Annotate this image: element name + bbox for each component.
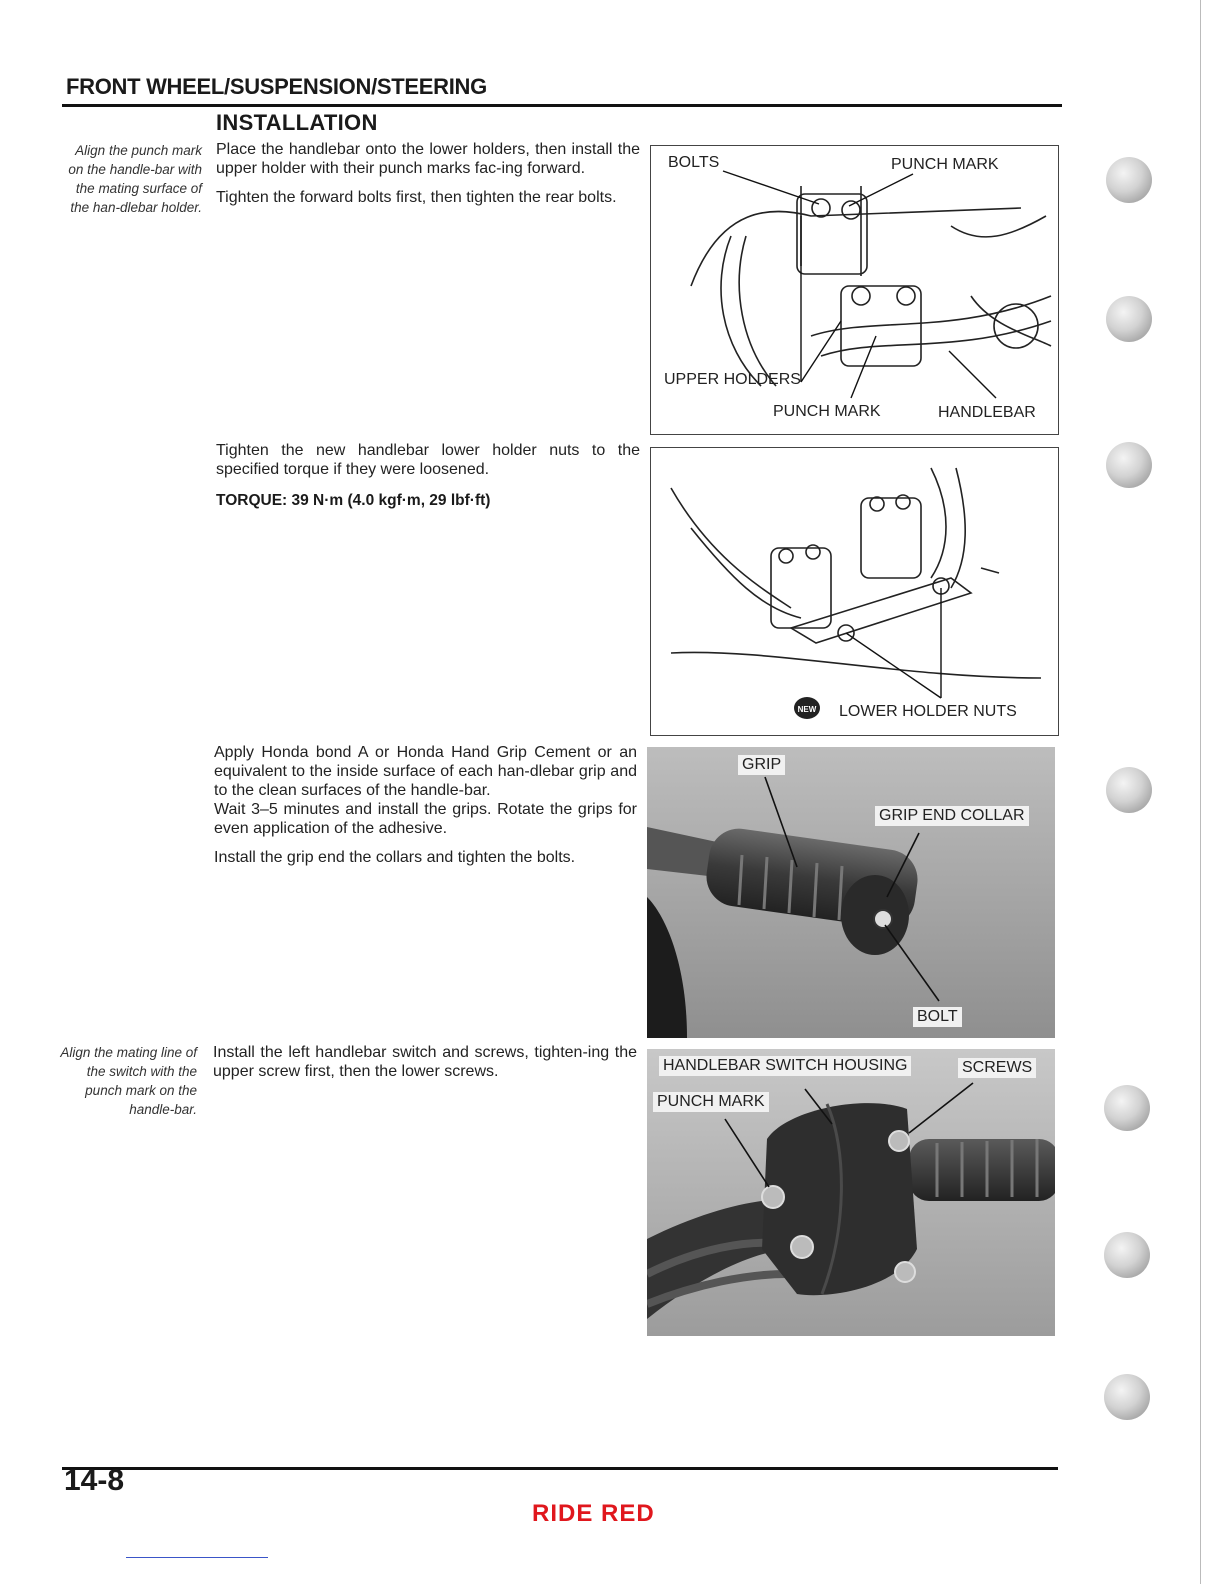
holders-drawing: [651, 146, 1059, 435]
step-apply-bond: Apply Honda bond A or Honda Hand Grip Cement or an equivalent to the inside surface of each han-dlebar grip and to the clean surfaces of the handle-bar.: [214, 744, 637, 799]
binder-hole: [1106, 296, 1152, 342]
step-grips: [214, 743, 637, 877]
section-title: FRONT WHEEL/SUSPENSION/STEERING: [66, 74, 487, 99]
figure-handlebar-holders: [650, 145, 1059, 435]
label-punch-mark-top: PUNCH MARK: [891, 156, 999, 173]
lower-nuts-drawing: [651, 448, 1059, 736]
label-handlebar: HANDLEBAR: [938, 404, 1036, 421]
step-tighten-forward: Tighten the forward bolts first, then tighten the rear bolts.: [216, 189, 617, 206]
step-install-collars: Install the grip end the collars and tighten the bolts.: [214, 849, 576, 866]
step-tighten-lower-nuts: Tighten the new handlebar lower holder nuts to the specified torque if they were loosened.: [216, 442, 640, 478]
label-handlebar-switch-housing: HANDLEBAR SWITCH HOUSING: [659, 1056, 911, 1076]
label-lower-holder-nuts: LOWER HOLDER NUTS: [839, 703, 1017, 720]
label-screws: SCREWS: [958, 1058, 1036, 1078]
title-rule: [62, 104, 1062, 107]
label-bolt: BOLT: [913, 1007, 962, 1027]
margin-note-punch-mark: Align the punch mark on the handle-bar with the mating surface of the han-dlebar holder.: [68, 143, 202, 215]
binder-hole: [1106, 767, 1152, 813]
grip-photo-drawing: [647, 747, 1055, 1038]
label-grip-end-collar: GRIP END COLLAR: [875, 806, 1029, 826]
sub-title: INSTALLATION: [216, 110, 378, 135]
step-wait: Wait 3–5 minutes and install the grips. Rotate the grips for even application of the adhesive.: [214, 801, 637, 837]
photo-grip: [647, 747, 1055, 1038]
binder-hole: [1104, 1085, 1150, 1131]
page-number: 14-8: [64, 1464, 125, 1497]
binder-hole: [1106, 157, 1152, 203]
new-badge-text: NEW: [797, 705, 817, 714]
page-edge: [1200, 0, 1201, 1584]
label-punch-mark-bottom: PUNCH MARK: [773, 403, 881, 420]
label-bolts: BOLTS: [668, 154, 720, 171]
brand-logo: RIDE RED: [532, 1500, 655, 1527]
margin-note-switch: Align the mating line of the switch with the punch mark on the handle-bar.: [60, 1045, 197, 1117]
torque-spec: TORQUE: 39 N·m (4.0 kgf·m, 29 lbf·ft): [216, 492, 491, 509]
step-place-handlebar: Place the handlebar onto the lower holders, then install the upper holder with their punch marks fac-ing forward.: [216, 141, 640, 177]
bottom-rule: [62, 1467, 1058, 1470]
photo-switch: [647, 1049, 1055, 1336]
binder-hole: [1104, 1232, 1150, 1278]
new-badge: [794, 697, 820, 719]
step-handlebar: [216, 140, 640, 217]
binder-hole: [1104, 1374, 1150, 1420]
label-grip: GRIP: [738, 755, 785, 775]
footer-link-underline[interactable]: [126, 1557, 268, 1558]
label-upper-holders: UPPER HOLDERS: [664, 371, 801, 388]
label-punch-mark: PUNCH MARK: [653, 1092, 769, 1112]
step-install-switch: Install the left handlebar switch and screws, tighten-ing the upper screw first, then the lower screws.: [213, 1044, 637, 1080]
binder-hole: [1106, 442, 1152, 488]
figure-lower-holder-nuts: [650, 447, 1059, 736]
